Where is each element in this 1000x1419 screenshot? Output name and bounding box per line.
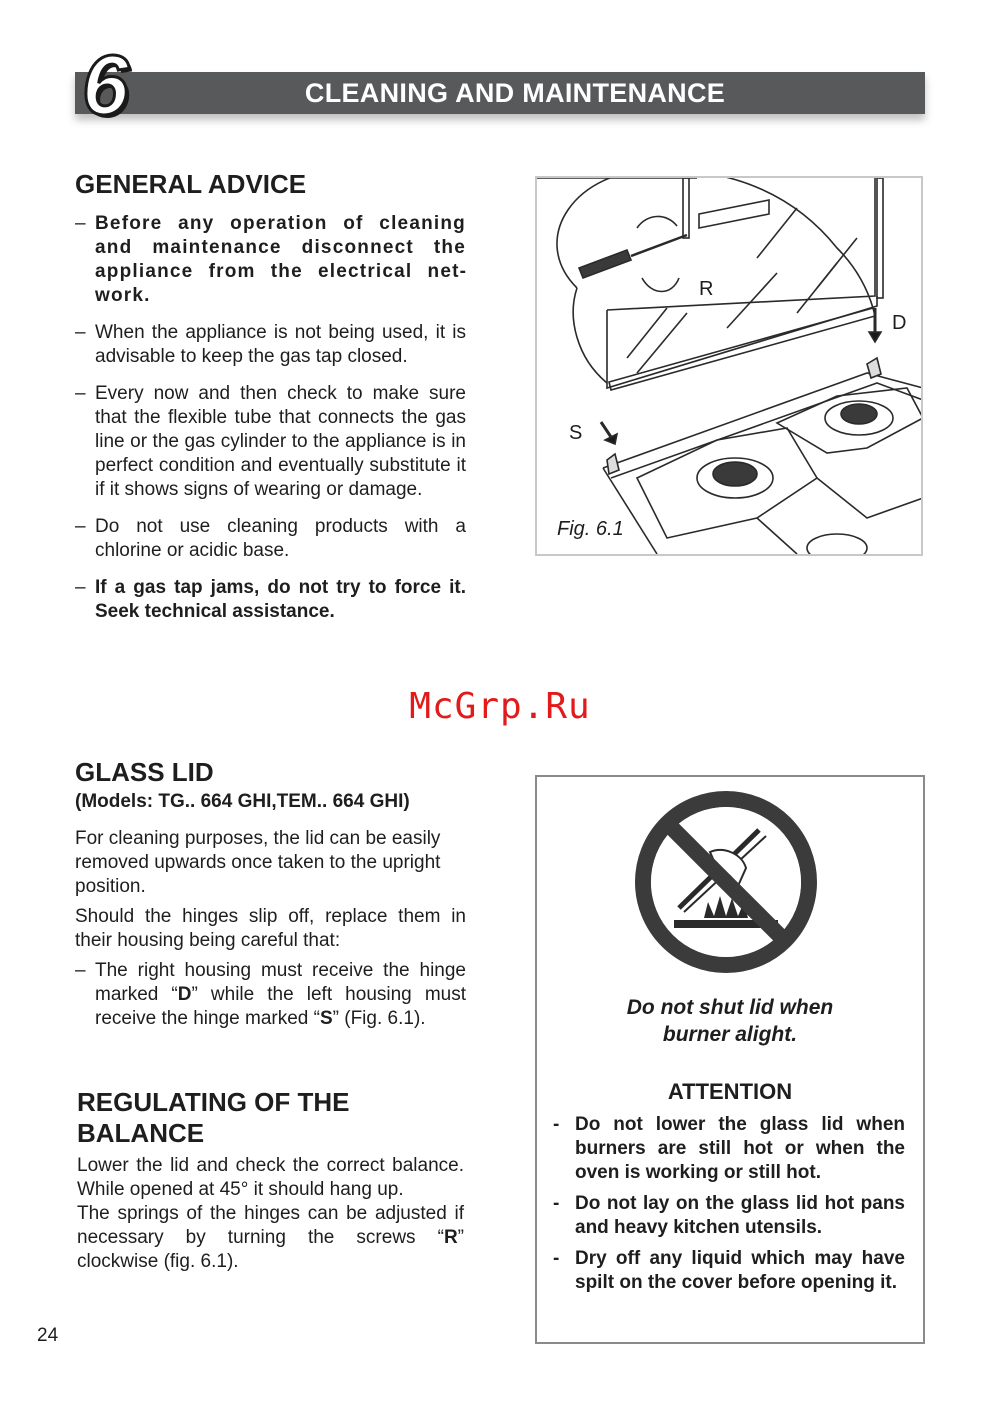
dash: – — [75, 960, 86, 981]
warning-caption-line2: burner alight. — [662, 1023, 798, 1046]
dash: – — [75, 383, 86, 404]
prohibition-icon — [634, 790, 818, 974]
list-item — [75, 515, 466, 563]
list-item — [75, 959, 466, 1031]
list-item-text: Do not lay on the glass lid hot pans and heavy kitchen utensils. — [575, 1193, 905, 1238]
list-item-text: Before any operation of cleaning and maintenance disconnect the appliance from the electrical network. — [95, 213, 466, 306]
glass-lid-models: (Models: TG.. 664 GHI,TEM.. 664 GHI) — [75, 791, 410, 812]
warning-caption-line1: Do not shut lid when — [626, 996, 834, 1019]
figure-label-s: S — [569, 422, 583, 444]
list-item — [553, 1113, 905, 1185]
page-number: 24 — [37, 1325, 59, 1346]
text-part: ” clockwise (fig. 6.1). — [77, 1227, 464, 1272]
list-item — [553, 1247, 905, 1295]
figure-label-r: R — [699, 278, 714, 300]
figure-caption: Fig. 6.1 — [557, 518, 624, 540]
glass-lid-heading: GLASS LID — [75, 757, 214, 787]
list-item-text: If a gas tap jams, do not try to force it. Seek technical assistance. — [95, 577, 466, 622]
bullet: - — [553, 1193, 560, 1214]
list-item — [75, 576, 466, 624]
text-part: The right housing must receive the hinge marked “ — [95, 960, 466, 1005]
figure-6-1 — [535, 176, 923, 556]
list-item — [75, 382, 466, 502]
dash: – — [75, 322, 86, 343]
balance-heading — [77, 1087, 350, 1149]
chapter-number: 6 — [82, 38, 129, 132]
list-item — [553, 1192, 905, 1240]
hinge-s-label: S — [319, 1008, 333, 1029]
list-item — [75, 321, 466, 369]
dash: – — [75, 577, 86, 598]
hob-lid-illustration — [537, 178, 921, 554]
dash: – — [75, 213, 86, 234]
list-item — [75, 212, 466, 308]
screw-r-label: R — [443, 1227, 458, 1248]
figure-label-d: D — [892, 312, 907, 334]
balance-body — [77, 1154, 464, 1274]
bullet: - — [553, 1248, 560, 1269]
warning-caption — [537, 994, 923, 1048]
attention-title: ATTENTION — [667, 1079, 793, 1104]
bullet: - — [553, 1114, 560, 1135]
balance-heading-line1: REGULATING OF THE — [77, 1087, 350, 1117]
attention-list — [553, 1113, 905, 1302]
watermark: McGrp.Ru — [409, 686, 591, 727]
page-title: CLEANING AND MAINTENANCE — [304, 78, 726, 108]
list-item-text: Every now and then check to make sure that the flexible tube that connects the gas line or the gas cylinder to the appliance is in perfect condition and eventually substitute it if it shows signs of wearing or damage. — [95, 383, 466, 500]
general-advice-heading: GENERAL ADVICE — [75, 169, 307, 199]
glass-lid-para-1: For cleaning purposes, the lid can be easily removed upwards once taken to the upright position. — [75, 828, 441, 897]
text-part: ” (Fig. 6.1). — [332, 1008, 426, 1029]
hinge-d-label: D — [177, 984, 192, 1005]
glass-lid-body — [75, 827, 466, 1044]
glass-lid-para-2: Should the hinges slip off, replace them in their housing being careful that: — [75, 906, 466, 951]
list-item-text: When the appliance is not being used, it is advisable to keep the gas tap closed. — [95, 322, 466, 367]
list-item-text: Do not use cleaning products with a chlorine or acidic base. — [95, 516, 466, 561]
balance-para-1: Lower the lid and check the correct balance. While opened at 45° it should hang up. — [77, 1155, 464, 1200]
balance-para-2 — [77, 1202, 464, 1274]
balance-heading-line2: BALANCE — [77, 1118, 205, 1148]
list-item-text: Do not lower the glass lid when burners are still hot or when the oven is working or still hot. — [575, 1114, 905, 1183]
list-item-text: Dry off any liquid which may have spilt on the cover before opening it. — [575, 1248, 905, 1293]
text-part: The springs of the hinges can be adjusted if necessary by turning the screws “ — [77, 1203, 464, 1248]
text-part: ” while the left housing must receive the hinge marked “ — [95, 984, 466, 1029]
dash: – — [75, 516, 86, 537]
general-advice-list — [75, 212, 466, 637]
list-item-text — [95, 959, 466, 1031]
